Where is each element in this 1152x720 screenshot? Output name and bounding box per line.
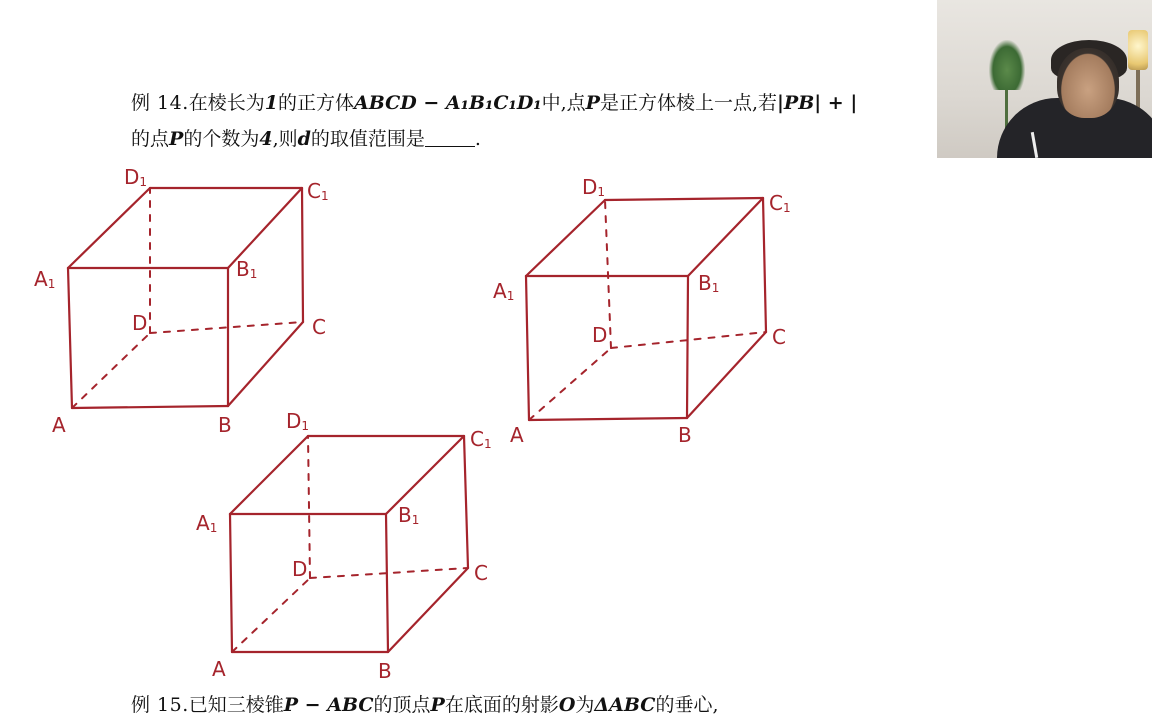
point-p: P — [430, 694, 445, 716]
vertex-label-d1: D1 — [582, 175, 606, 199]
cube-3-edge-bc — [388, 568, 468, 652]
cube-3-edge-d1a1 — [230, 436, 308, 514]
cube-2-edge-aa1 — [526, 276, 529, 420]
vertex-label-b: B — [678, 423, 692, 447]
problem-14-text: ,则 — [272, 128, 298, 150]
cube-2-edge-d1a1 — [526, 200, 605, 276]
problem-14-text: 在棱长为 — [188, 92, 265, 114]
cube-2-edge-b1c1 — [688, 198, 763, 276]
webcam-overlay — [937, 0, 1152, 158]
problem-14-label: 例 14. — [131, 92, 189, 114]
vertex-label-d: D — [292, 557, 308, 581]
problem-15-text: 为 — [575, 694, 595, 716]
cube-2-edge-c1d1 — [605, 198, 763, 200]
vertex-label-d: D — [132, 311, 148, 335]
cube-1-edge-aa1 — [68, 268, 72, 408]
edge-length: 1 — [264, 92, 279, 114]
cube-2-edge-bb1 — [687, 276, 688, 418]
cube-2-edge-cc1 — [763, 198, 766, 332]
vertex-label-a1: A1 — [34, 267, 56, 291]
cube-3-hidden-edge-ad — [232, 578, 310, 652]
lamp — [1128, 30, 1148, 70]
point-o: O — [558, 694, 576, 716]
vertex-label-b: B — [378, 659, 392, 683]
point-p: P — [169, 128, 184, 150]
vertex-label-c1: C1 — [307, 179, 329, 203]
cube-3-hidden-edge-dd1 — [308, 436, 310, 578]
vertex-label-d1: D1 — [286, 409, 310, 433]
cube-3-hidden-edge-dc — [310, 568, 468, 578]
cube-2-edge-bc — [687, 332, 766, 418]
distance-expression: |PB| + | — [777, 92, 858, 114]
cube-2-hidden-edge-ad — [529, 348, 611, 420]
cube-3-edge-cc1 — [464, 436, 468, 568]
cube-1-hidden-edge-ad — [72, 333, 150, 408]
vertex-label-b1: B1 — [236, 257, 258, 281]
point-p: P — [585, 92, 600, 114]
problem-15-text: 的垂心, — [655, 694, 719, 716]
cube-1-edge-cc1 — [302, 188, 303, 322]
vertex-label-c1: C1 — [769, 191, 791, 215]
vertex-label-a1: A1 — [196, 511, 218, 535]
variable-d: d — [297, 128, 311, 150]
problem-14-text: 的取值范围是 — [310, 128, 425, 150]
problem-14-text: 的正方体 — [278, 92, 355, 114]
problem-15-text: 的顶点 — [373, 694, 431, 716]
vertex-label-c: C — [312, 315, 326, 339]
plant — [989, 40, 1025, 90]
vertex-label-a1: A1 — [493, 279, 515, 303]
cube-1-edge-b1c1 — [228, 188, 302, 268]
point-count: 4 — [259, 128, 273, 150]
pyramid-name: P − ABC — [283, 694, 374, 716]
problem-14-text: 中,点 — [541, 92, 586, 114]
vertex-label-c: C — [474, 561, 488, 585]
vertex-label-a: A — [510, 423, 524, 447]
problem-15-text: 在底面的射影 — [444, 694, 559, 716]
vertex-label-b1: B1 — [398, 503, 420, 527]
problem-14-text: 的个数为 — [183, 128, 260, 150]
problem-15-label: 例 15. — [131, 694, 189, 716]
vertex-label-c: C — [772, 325, 786, 349]
problem-14-text: 的点 — [131, 128, 170, 150]
cube-1-edge-bc — [228, 322, 303, 406]
problem-14-text: 是正方体棱上一点,若 — [599, 92, 778, 114]
vertex-label-c1: C1 — [470, 427, 492, 451]
vertex-label-d1: D1 — [124, 165, 148, 189]
vertex-label-a: A — [52, 413, 66, 437]
problem-15-line-1 — [131, 690, 718, 720]
cube-1-edge-ab — [72, 406, 228, 408]
person-head — [1057, 48, 1119, 118]
vertex-label-b1: B1 — [698, 271, 720, 295]
cube-1-edge-d1a1 — [68, 188, 150, 268]
cube-3-edge-bb1 — [386, 514, 388, 652]
triangle-abc: ΔABC — [594, 694, 656, 716]
vertex-label-d: D — [592, 323, 608, 347]
cube-3-edge-aa1 — [230, 514, 232, 652]
vertex-label-b: B — [218, 413, 232, 437]
cube-1-hidden-edge-dc — [150, 322, 303, 333]
vertex-label-a: A — [212, 657, 226, 681]
problem-15-text: 已知三棱锥 — [188, 694, 284, 716]
cube-name: ABCD − A₁B₁C₁D₁ — [354, 92, 542, 114]
problem-14-text: . — [474, 128, 481, 150]
cube-2-edge-ab — [529, 418, 687, 420]
